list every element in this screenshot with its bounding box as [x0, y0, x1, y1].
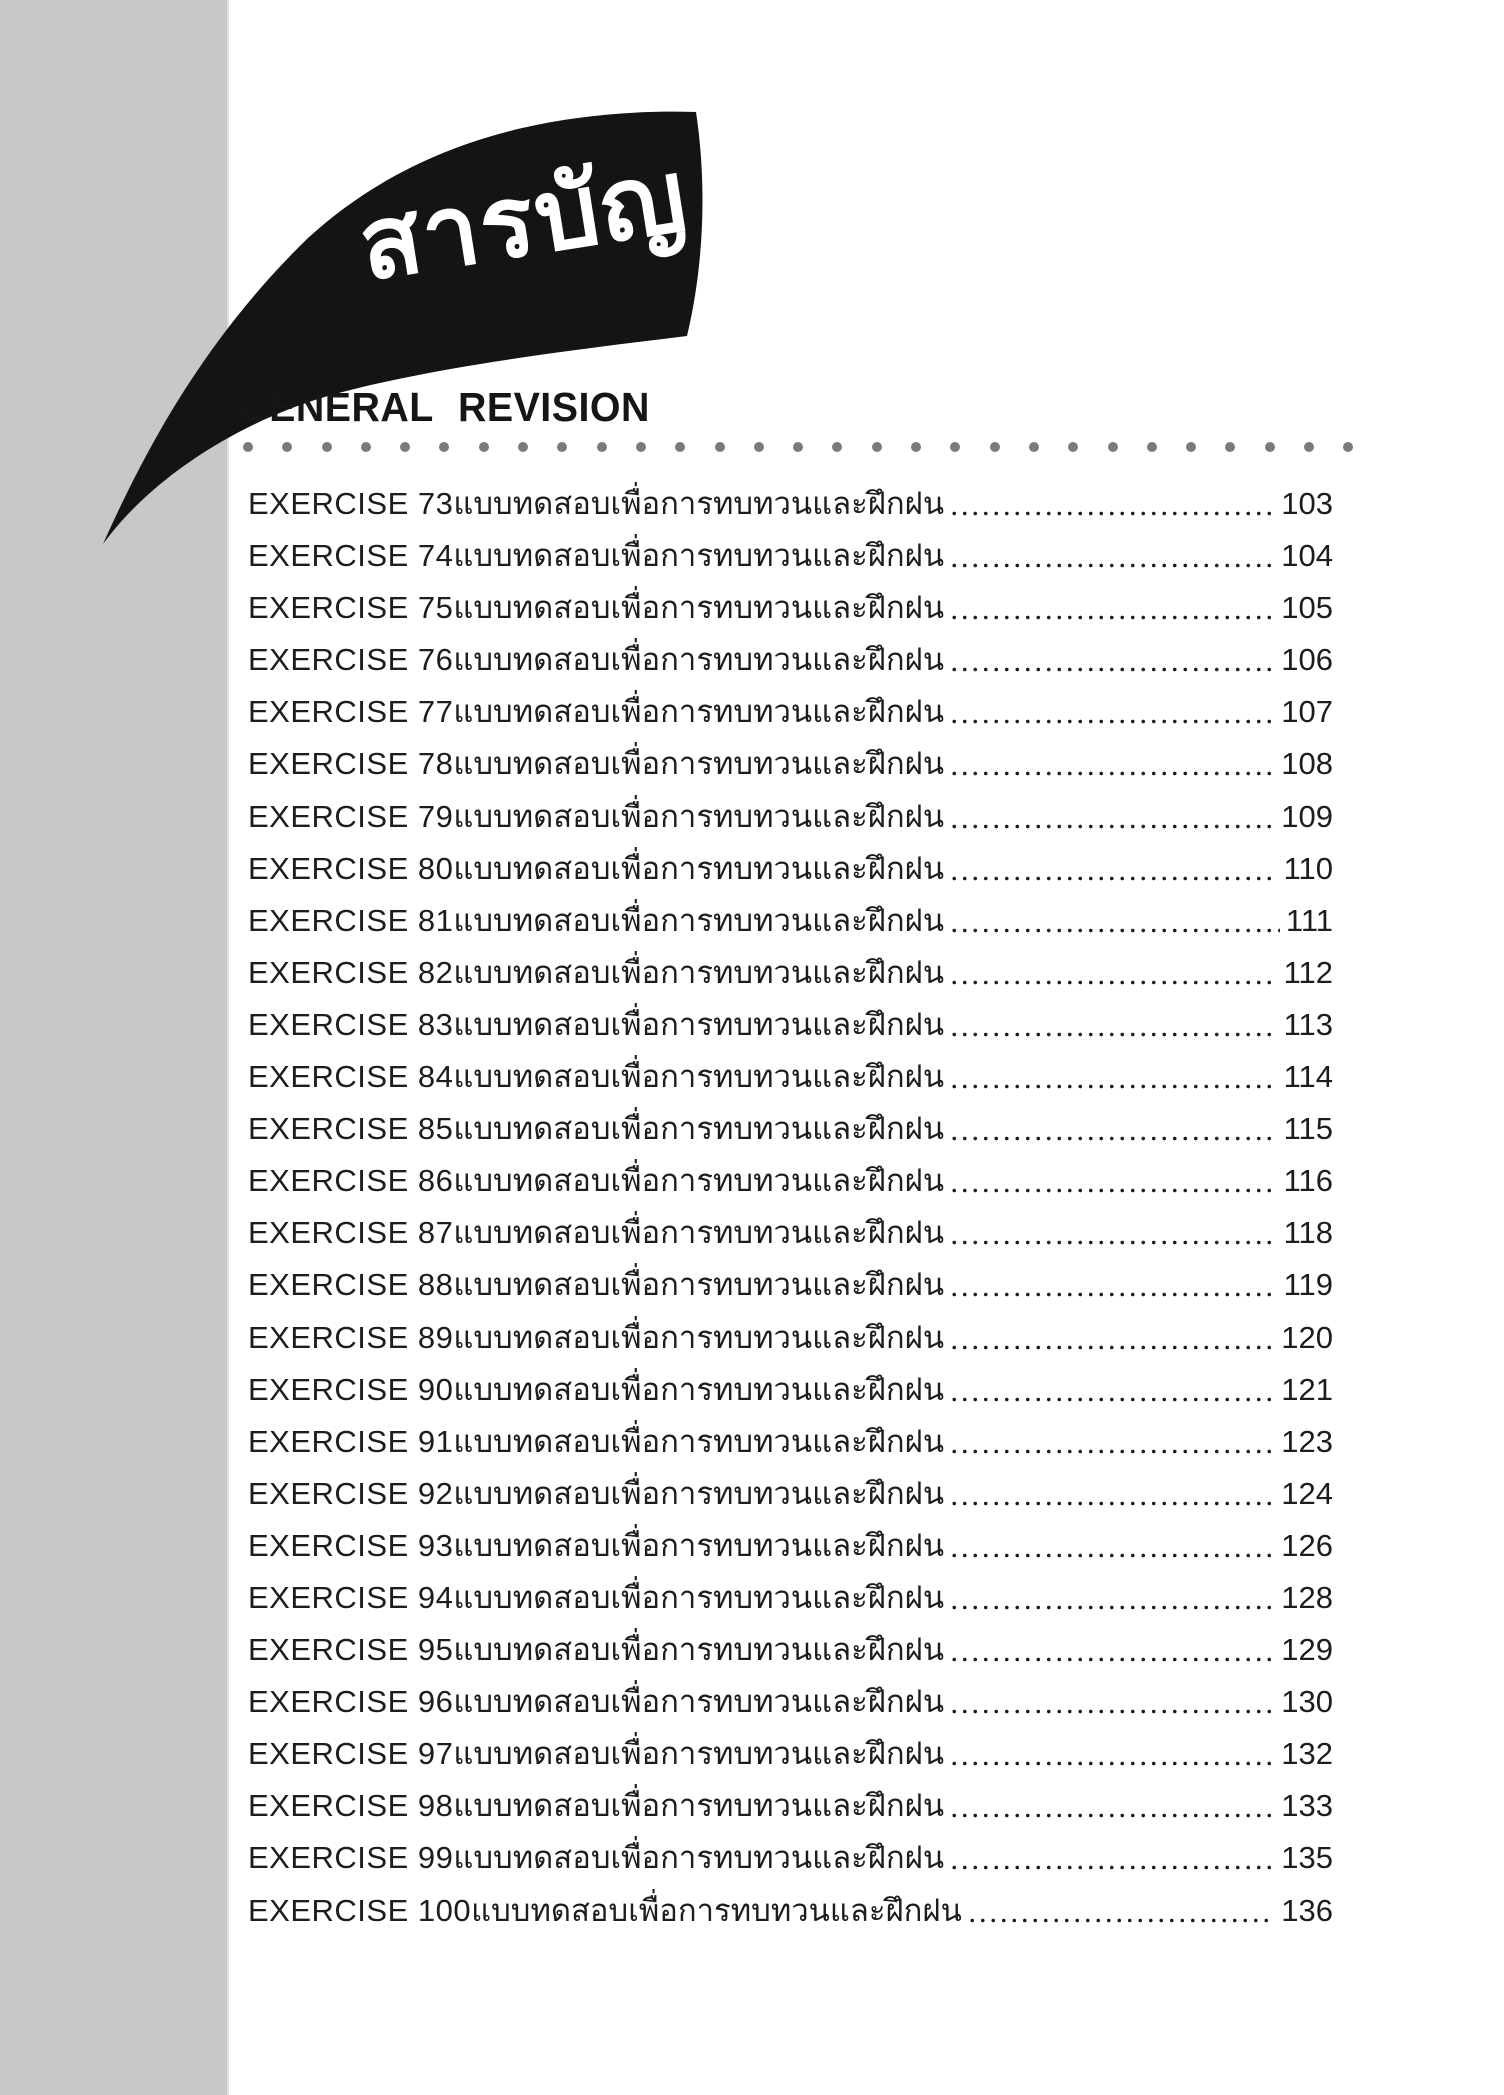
toc-entry — [248, 895, 1333, 947]
page-number: 103 — [1281, 486, 1333, 521]
exercise-label: EXERCISE 89 — [248, 1319, 454, 1355]
entry-title-thai: แบบทดสอบเพื่อการทบทวนและฝึกฝน — [453, 1267, 945, 1303]
toc-entry — [248, 1572, 1333, 1624]
page-number: 129 — [1281, 1632, 1333, 1668]
page-number: 118 — [1283, 1215, 1333, 1251]
page-number: 115 — [1283, 1111, 1333, 1147]
exercise-label: EXERCISE 75 — [248, 590, 454, 626]
exercise-label: EXERCISE 82 — [248, 954, 454, 990]
dotted-leader — [949, 1032, 1278, 1037]
dotted-leader — [949, 719, 1275, 724]
toc-entry — [248, 1259, 1333, 1311]
dotted-leader — [949, 928, 1280, 933]
decor-dot — [479, 442, 489, 452]
entry-title-thai: แบบทดสอบเพื่อการทบทวนและฝึกฝน — [453, 1163, 945, 1199]
page-number: 109 — [1281, 798, 1333, 834]
page-number: 121 — [1281, 1371, 1333, 1407]
dotted-leader — [949, 563, 1275, 568]
exercise-label: EXERCISE 91 — [248, 1423, 454, 1459]
entry-title-thai: แบบทดสอบเพื่อการทบทวนและฝึกฝน — [453, 1371, 945, 1407]
page-number: 124 — [1281, 1475, 1333, 1511]
toc-list — [248, 478, 1333, 1937]
decor-dot — [1265, 442, 1275, 452]
toc-entry — [248, 738, 1333, 790]
dotted-leader — [949, 771, 1275, 776]
entry-title-thai: แบบทดสอบเพื่อการทบทวนและฝึกฝน — [453, 1319, 945, 1355]
exercise-label: EXERCISE 76 — [248, 642, 454, 678]
decor-dot — [1343, 442, 1353, 452]
page-number: 119 — [1283, 1267, 1333, 1303]
toc-entry — [248, 843, 1333, 895]
toc-entry — [248, 478, 1333, 530]
dotted-leader — [949, 1501, 1275, 1506]
entry-title-thai: แบบทดสอบเพื่อการทบทวนและฝึกฝน — [453, 1736, 945, 1772]
page-number: 126 — [1281, 1527, 1333, 1563]
exercise-label: EXERCISE 100 — [248, 1892, 472, 1928]
exercise-label: EXERCISE 99 — [248, 1840, 454, 1876]
decor-dot — [1186, 442, 1196, 452]
page-number: 133 — [1281, 1788, 1333, 1824]
toc-entry — [248, 947, 1333, 999]
dotted-leader — [949, 1240, 1278, 1245]
toc-entry — [248, 1155, 1333, 1207]
exercise-label: EXERCISE 95 — [248, 1632, 454, 1668]
toc-entry — [248, 634, 1333, 686]
toc-entry — [248, 1520, 1333, 1572]
entry-title-thai: แบบทดสอบเพื่อการทบทวนและฝึกฝน — [453, 642, 945, 678]
dotted-leader — [949, 1397, 1275, 1402]
decor-dot — [832, 442, 842, 452]
entry-title-thai: แบบทดสอบเพื่อการทบทวนและฝึกฝน — [453, 694, 945, 730]
page-number: 116 — [1283, 1163, 1333, 1199]
toc-entry — [248, 1312, 1333, 1364]
entry-title-thai: แบบทดสอบเพื่อการทบทวนและฝึกฝน — [453, 590, 945, 626]
page-number: 113 — [1283, 1006, 1333, 1042]
exercise-label: EXERCISE 77 — [248, 694, 454, 730]
toc-entry — [248, 791, 1333, 843]
dotted-leader — [949, 1449, 1275, 1454]
entry-title-thai: แบบทดสอบเพื่อการทบทวนและฝึกฝน — [453, 1579, 945, 1615]
entry-title-thai: แบบทดสอบเพื่อการทบทวนและฝึกฝน — [453, 1215, 945, 1251]
entry-title-thai: แบบทดสอบเพื่อการทบทวนและฝึกฝน — [453, 1632, 945, 1668]
page-number: 110 — [1283, 850, 1333, 886]
dotted-leader — [949, 1292, 1278, 1297]
decor-dot — [557, 442, 567, 452]
toc-entry — [248, 1051, 1333, 1103]
entry-title-thai: แบบทดสอบเพื่อการทบทวนและฝึกฝน — [471, 1892, 962, 1928]
dotted-leader — [949, 1084, 1278, 1089]
toc-entry — [248, 1885, 1333, 1937]
entry-title-thai: แบบทดสอบเพื่อการทบทวนและฝึกฝน — [453, 486, 945, 521]
exercise-label: EXERCISE 90 — [248, 1371, 454, 1407]
page-number: 120 — [1281, 1319, 1333, 1355]
exercise-label: EXERCISE 78 — [248, 746, 454, 782]
toc-entry — [248, 1416, 1333, 1468]
dotted-leader — [949, 1553, 1275, 1558]
dotted-leader — [949, 1605, 1275, 1610]
exercise-label: EXERCISE 79 — [248, 798, 454, 834]
decor-dot — [1225, 442, 1235, 452]
exercise-label: EXERCISE 94 — [248, 1579, 454, 1615]
entry-title-thai: แบบทดสอบเพื่อการทบทวนและฝึกฝน — [453, 1423, 945, 1459]
decor-dot — [872, 442, 882, 452]
exercise-label: EXERCISE 87 — [248, 1215, 454, 1251]
page-number: 130 — [1281, 1684, 1333, 1720]
toc-entry — [248, 1468, 1333, 1520]
entry-title-thai: แบบทดสอบเพื่อการทบทวนและฝึกฝน — [453, 1788, 945, 1824]
toc-entry — [248, 530, 1333, 582]
entry-title-thai: แบบทดสอบเพื่อการทบทวนและฝึกฝน — [453, 538, 945, 574]
toc-entry — [248, 999, 1333, 1051]
entry-title-thai: แบบทดสอบเพื่อการทบทวนและฝึกฝน — [453, 954, 945, 990]
page-number: 105 — [1281, 590, 1333, 626]
entry-title-thai: แบบทดสอบเพื่อการทบทวนและฝึกฝน — [453, 1111, 945, 1147]
decor-dot — [754, 442, 764, 452]
page-number: 107 — [1281, 694, 1333, 730]
section-title: GENERAL REVISION — [238, 384, 650, 430]
exercise-label: EXERCISE 96 — [248, 1684, 454, 1720]
decor-dot — [1068, 442, 1078, 452]
page-number: 111 — [1285, 902, 1333, 938]
toc-entry — [248, 686, 1333, 738]
exercise-label: EXERCISE 97 — [248, 1736, 454, 1772]
decor-dot — [950, 442, 960, 452]
entry-title-thai: แบบทดสอบเพื่อการทบทวนและฝึกฝน — [453, 850, 945, 886]
exercise-label: EXERCISE 86 — [248, 1163, 454, 1199]
exercise-label: EXERCISE 88 — [248, 1267, 454, 1303]
toc-entry — [248, 1780, 1333, 1832]
dotted-leader — [949, 667, 1275, 672]
dotted-leader — [949, 615, 1275, 620]
toc-entry — [248, 1207, 1333, 1259]
dotted-leader — [967, 1918, 1275, 1923]
dotted-leader — [949, 1345, 1275, 1350]
exercise-label: EXERCISE 98 — [248, 1788, 454, 1824]
toc-entry — [248, 1364, 1333, 1416]
decor-dot — [439, 442, 449, 452]
page-number: 108 — [1281, 746, 1333, 782]
dotted-leader — [949, 1188, 1278, 1193]
toc-entry — [248, 1624, 1333, 1676]
dotted-leader — [949, 980, 1278, 985]
page-number: 132 — [1281, 1736, 1333, 1772]
exercise-label: EXERCISE 84 — [248, 1059, 454, 1095]
entry-title-thai: แบบทดสอบเพื่อการทบทวนและฝึกฝน — [453, 798, 945, 834]
entry-title-thai: แบบทดสอบเพื่อการทบทวนและฝึกฝน — [453, 1527, 945, 1563]
dotted-leader — [949, 511, 1275, 516]
decor-dot — [1304, 442, 1314, 452]
decor-dot — [243, 442, 253, 452]
exercise-label: EXERCISE 80 — [248, 850, 454, 886]
dotted-leader — [949, 1813, 1275, 1818]
toc-entry — [248, 582, 1333, 634]
exercise-label: EXERCISE 92 — [248, 1475, 454, 1511]
decor-dot — [715, 442, 725, 452]
exercise-label: EXERCISE 73 — [248, 486, 454, 521]
decor-dots-row — [243, 442, 1383, 452]
decor-dot — [1147, 442, 1157, 452]
decor-dot — [1029, 442, 1039, 452]
page-number: 104 — [1281, 538, 1333, 574]
dotted-leader — [949, 1136, 1278, 1141]
page-number: 123 — [1281, 1423, 1333, 1459]
entry-title-thai: แบบทดสอบเพื่อการทบทวนและฝึกฝน — [453, 1059, 945, 1095]
exercise-label: EXERCISE 83 — [248, 1006, 454, 1042]
decor-dot — [518, 442, 528, 452]
entry-title-thai: แบบทดสอบเพื่อการทบทวนและฝึกฝน — [453, 902, 945, 938]
page-number: 112 — [1283, 954, 1333, 990]
entry-title-thai: แบบทดสอบเพื่อการทบทวนและฝึกฝน — [453, 746, 945, 782]
decor-dot — [636, 442, 646, 452]
decor-dot — [793, 442, 803, 452]
toc-entry — [248, 1676, 1333, 1728]
entry-title-thai: แบบทดสอบเพื่อการทบทวนและฝึกฝน — [453, 1684, 945, 1720]
decor-dot — [361, 442, 371, 452]
entry-title-thai: แบบทดสอบเพื่อการทบทวนและฝึกฝน — [453, 1840, 945, 1876]
decor-dot — [282, 442, 292, 452]
entry-title-thai: แบบทดสอบเพื่อการทบทวนและฝึกฝน — [453, 1475, 945, 1511]
page-number: 106 — [1281, 642, 1333, 678]
toc-entry — [248, 1103, 1333, 1155]
exercise-label: EXERCISE 93 — [248, 1527, 454, 1563]
decor-dot — [597, 442, 607, 452]
entry-title-thai: แบบทดสอบเพื่อการทบทวนและฝึกฝน — [453, 1006, 945, 1042]
exercise-label: EXERCISE 74 — [248, 538, 454, 574]
decor-dot — [990, 442, 1000, 452]
page-number: 114 — [1283, 1059, 1333, 1095]
page-number: 136 — [1281, 1892, 1333, 1928]
toc-entry — [248, 1832, 1333, 1884]
dotted-leader — [949, 824, 1275, 829]
page-number: 135 — [1281, 1840, 1333, 1876]
dotted-leader — [949, 1865, 1275, 1870]
dotted-leader — [949, 1761, 1275, 1766]
decor-dot — [675, 442, 685, 452]
decor-dot — [322, 442, 332, 452]
toc-entry — [248, 1728, 1333, 1780]
decor-dot — [400, 442, 410, 452]
decor-dot — [911, 442, 921, 452]
dotted-leader — [949, 1709, 1275, 1714]
decor-dot — [1108, 442, 1118, 452]
exercise-label: EXERCISE 85 — [248, 1111, 454, 1147]
dotted-leader — [949, 1657, 1275, 1662]
dotted-leader — [949, 876, 1278, 881]
exercise-label: EXERCISE 81 — [248, 902, 454, 938]
banner-title: สารบัญ — [351, 139, 695, 302]
page-number: 128 — [1281, 1579, 1333, 1615]
